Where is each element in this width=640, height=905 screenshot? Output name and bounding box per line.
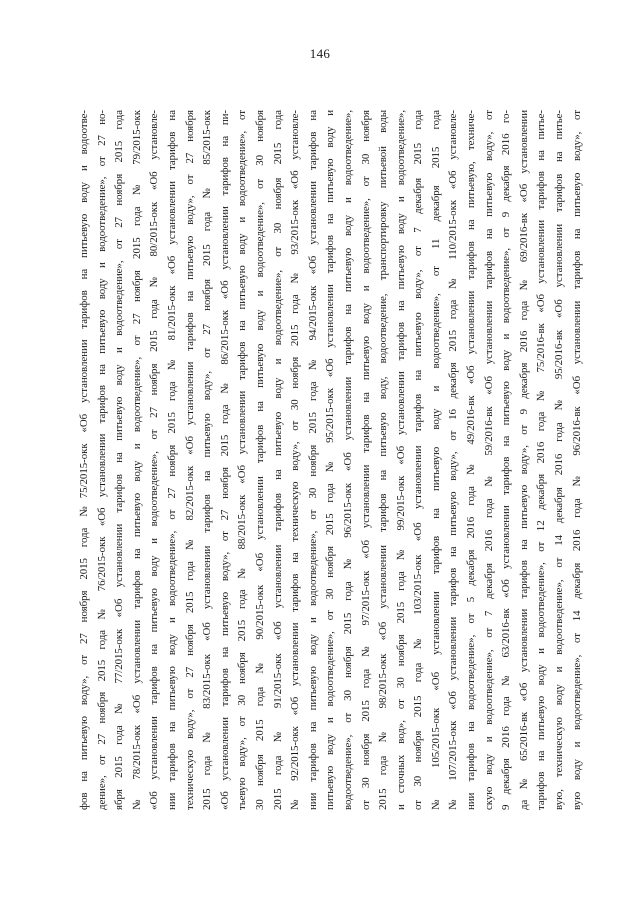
text-line: вую, техническую воду и водоотведение», от 14 декабря 2016 года № 95/2016-вк «Об установлении тарифов на питье-: [553, 110, 566, 810]
text-line: питьевую воду и водоотведение», от 30 ноября 2015 года № 95/2015-окк «Об установлении тарифов на питьевую воду и: [324, 110, 337, 810]
text-line: 9 декабря 2016 года № 63/2016-вк «Об установлении тарифов на питьевую воду и водоотведение», от 9 декабря 2016 го-: [500, 110, 513, 810]
text-line: нии тарифов на питьевую воду и водоотведение», от 27 ноября 2015 года № 81/2015-окк «Об установлении тарифов на: [165, 110, 178, 810]
text-line: от 30 ноября 2015 года № 97/2015-окк «Об установлении тарифов на питьевую воду и водоотведение», от 30 ноября: [359, 110, 372, 810]
text-line: № 107/2015-окк «Об установлении тарифов на питьевую воду», от 16 декабря 2015 года № 110/2015-окк «Об установле-: [447, 110, 460, 810]
text-line: да № 65/2016-вк «Об установлении тарифов на питьевую воду», от 9 декабря 2016 года № 69/2016-вк «Об установлении: [517, 110, 530, 810]
text-line: вую воду и водоотведение», от 14 декабря 2016 года № 96/2016-вк «Об установлении тарифов на питьевую воду», от: [570, 110, 583, 810]
text-line: тьевую воду», от 30 ноября 2015 года № 88/2015-окк «Об установлении тарифов на питьевую воду и водоотведение», от: [236, 110, 249, 810]
text-line: № 105/2015-окк «Об установлении тарифов на питьевую воду и водоотведение», от 11 декабря 2015 года: [429, 110, 442, 810]
page-number: 146: [309, 46, 331, 61]
text-line: № 92/2015-окк «Об установлении тарифов на техническую воду», от 30 ноября 2015 года № 93/2015-окк «Об установле-: [289, 110, 302, 810]
text-line: 2015 года № 83/2015-окк «Об установлении тарифов на питьевую воду», от 27 ноября 2015 года № 85/2015-окк: [201, 110, 214, 810]
text-line: 2015 года № 98/2015-окк «Об установлении тарифов на питьевую воду, водоотведение, транспортировку питьевой воды: [377, 110, 390, 810]
text-line: 2015 года № 91/2015-окк «Об установлении тарифов на питьевую воду и водоотведение», от 30 ноября 2015 года: [271, 110, 284, 810]
text-line: водоотведение», от 30 ноября 2015 года № 96/2015-окк «Об установлении тарифов на питьевую воду и водоотведение»,: [341, 110, 354, 810]
text-line: дение», от 27 ноября 2015 года № 76/2015-окк «Об установлении тарифов на питьевую воду и водоотведение», от 27 но-: [95, 110, 108, 810]
text-line: ября 2015 года № 77/2015-окк «Об установлении тарифов на питьевую воду и водоотведение», от 27 ноября 2015 года: [113, 110, 126, 810]
text-line: и сточных вод», от 30 ноября 2015 года № 99/2015-окк «Об установлении тарифов на питьевую воду и водоотведение»,: [394, 110, 407, 810]
rotated-text-block: [76, 110, 588, 810]
text-line: «Об установлении тарифов на питьевую воду и водоотведение», от 27 ноября 2015 года № 80/2015-окк «Об установле-: [148, 110, 161, 810]
text-line: 30 ноября 2015 года № 90/2015-окк «Об установлении тарифов на питьевую воду и водоотведение», от 30 ноября: [253, 110, 266, 810]
text-line: от 30 ноября 2015 года № 103/2015-окк «Об установлении тарифов на питьевую воду», от 7 декабря 2015 года: [412, 110, 425, 810]
text-line: фов на питьевую воду», от 27 ноября 2015 года №75/2015-окк «Об установлении тарифов на питьевую воду и водоотве-: [78, 110, 90, 810]
text-line: «Об установлении тарифов на питьевую воду», от 27 ноября 2015 года № 86/2015-окк «Об установлении тарифов на пи-: [218, 110, 231, 810]
text-line: тарифов на питьевую воду и водоотведение», от 12 декабря 2016 года № 75/2016-вк «Об установлении тарифов на питье-: [535, 110, 548, 810]
text-line: техническую воду», от 27 ноября 2015 года № 82/2015-окк «Об установлении тарифов на питьевую воду», от 27 ноября: [183, 110, 196, 810]
text-line: нии тарифов на питьевую воду и водоотведение», от 30 ноября 2015 года № 94/2015-окк «Об установлении тарифов на: [306, 110, 319, 810]
document-body: [76, 110, 588, 810]
text-line: нии тарифов на водоотведение», от 5 декабря 2016 года № 49/2016-вк «Об установлении тарифов на питьевую, техниче-: [465, 110, 478, 810]
text-line: № 78/2015-окк «Об установлении тарифов на питьевую воду и водоотведение», от 27 ноября 2015 года № 79/2015-окк: [130, 110, 143, 810]
text-line: скую воду и водоотведение», от 7 декабря 2016 года № 59/2016-вк «Об установлении тарифов на питьевую воду», от: [482, 110, 495, 810]
